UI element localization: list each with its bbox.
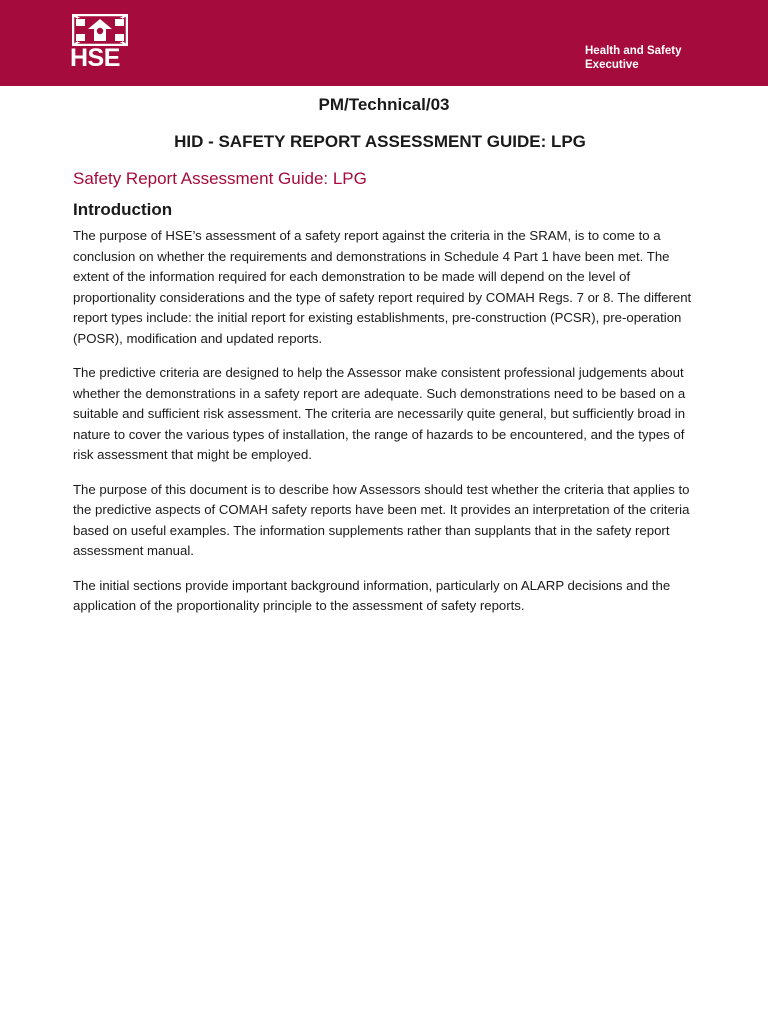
logo-text: HSE	[70, 44, 120, 72]
document-body	[73, 167, 693, 631]
hse-emblem-icon	[72, 14, 128, 46]
hse-logo	[70, 14, 130, 70]
organisation-name	[585, 44, 735, 72]
paragraph: The initial sections provide important background information, particularly on ALARP decisions and the application of the proportionality principle to the assessment of safety reports.	[73, 577, 671, 613]
document-subtitle: Safety Report Assessment Guide: LPG	[73, 169, 367, 188]
organisation-name-line1: Health and Safety	[585, 45, 682, 57]
document-title: HID - SAFETY REPORT ASSESSMENT GUIDE: LPG	[174, 132, 586, 151]
header-banner	[0, 0, 768, 86]
paragraph: The purpose of this document is to describe how Assessors should test whether the criteria that applies to the predictive aspects of COMAH safety reports have been met. It provides an interpretation of the criteria based on useful examples. The information supplements rather than supplants that in the safety report assessment manual.	[73, 481, 690, 558]
section-heading-introduction: Introduction	[73, 200, 173, 219]
paragraph: The predictive criteria are designed to help the Assessor make consistent professional judgements about whether the demonstrations in a safety report are adequate. Such demonstrations need to be based on a suitable and sufficient risk assessment. The criteria are necessarily quite general, but sufficiently broad in nature to cover the various types of installation, the range of hazards to be encountered, and the types of risk assessment that might be employed.	[73, 365, 686, 462]
paragraph: The purpose of HSE’s assessment of a safety report against the criteria in the SRAM, is to come to a conclusion on whether the requirements and demonstrations in Schedule 4 Part 1 have been met. The extent of the information required for each demonstration to be made will depend on the level of proportionality considerations and the type of safety report required by COMAH Regs. 7 or 8. The different report types include: the initial report for existing establishments, pre-construction (PCSR), pre-operation (POSR), modification and updated reports.	[73, 228, 692, 346]
organisation-name-line2: Executive	[585, 59, 639, 71]
document-reference: PM/Technical/03	[318, 95, 450, 114]
